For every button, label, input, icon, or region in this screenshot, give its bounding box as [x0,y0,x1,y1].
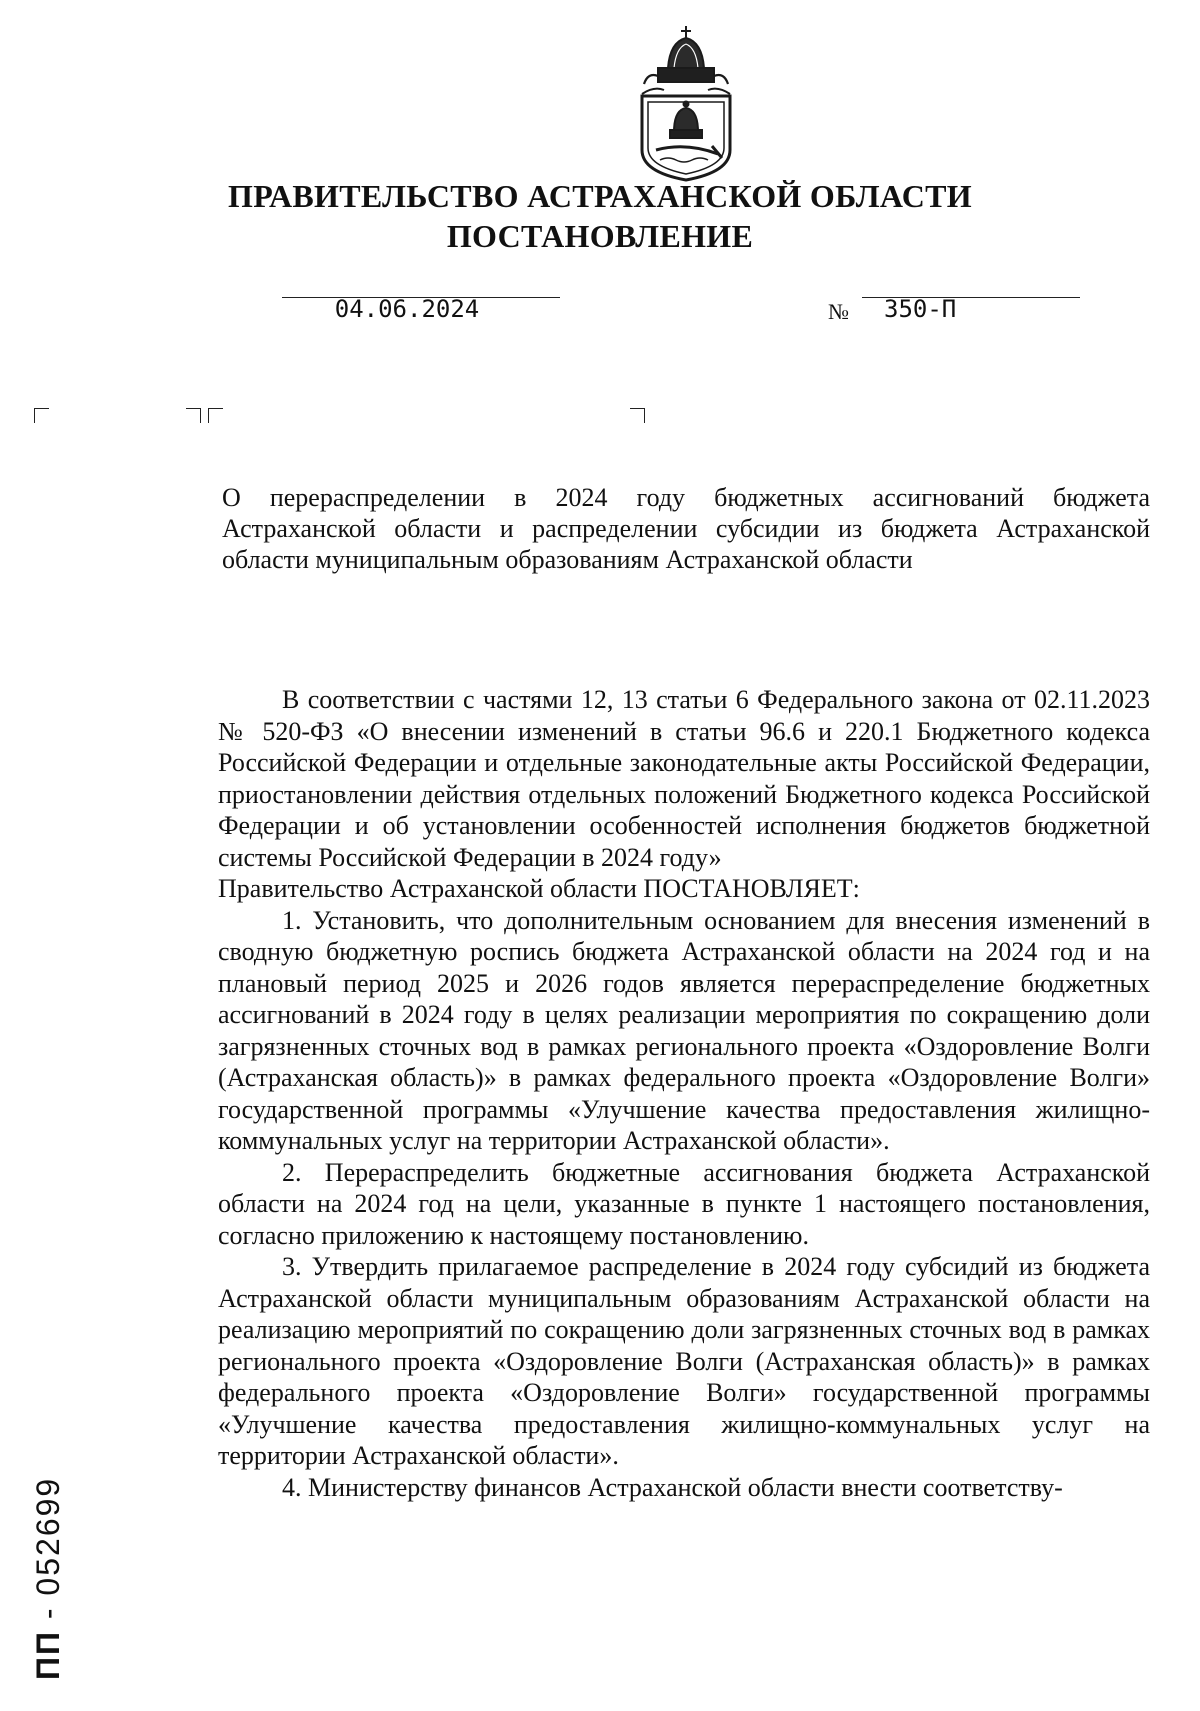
document-number: 350-П [884,295,957,323]
item-paragraph: 3. Утвердить прилагаемое распределение в 2024 году субсидий из бюджета Астраханской области муниципальным образованиям Астраханской области на реализацию мероприятий по сокращению доли загрязненных сточных вод в рамках регионального проекта «Оздоровление Волги (Астраханская область)» в рамках федерального проекта «Оздоровление Волги» государственной программы «Улучшение качества предоставления жилищно-коммунальных услуг на территории Астраханской области». [218,1252,1150,1470]
subject-corner-mark [630,408,645,423]
item-paragraph: 2. Перераспределить бюджетные ассигнования бюджета Астраханской области на 2024 год на цели, указанные в пункте 1 настоящего постановления, согласно приложению к настоящему постановлению. [218,1157,1150,1250]
side-code-number: 052699 [30,1476,66,1596]
side-code-separator: - [30,1595,66,1630]
item-paragraph: 1. Установить, что дополнительным основанием для внесения изменений в сводную бюджетную роспись бюджета Астраханской области на 2024 год и на плановый период 2025 и 2026 годов является перераспределение бюджетных ассигнований в 2024 году в целях реализации мероприятия по сокращению доли загрязненных сточных вод в рамках регионального проекта «Оздоровление Волги (Астраханская область)» в рамках федерального проекта «Оздоровление Волги» государственной программы «Улучшение качества предоставления жилищно-коммунальных услуг на территории Астраханской области». [218,905,1150,1155]
side-code-prefix: ПП [30,1630,66,1680]
subject-corner-mark [186,408,201,423]
document-date: 04.06.2024 [334,295,480,323]
date-underline [282,297,560,298]
preamble-paragraph: В соответствии с частями 12, 13 статьи 6 Федерального закона от 02.11.2023 № 520-ФЗ «О внесении изменений в статьи 96.6 и 220.1 Бюджетного кодекса Российской Федерации и отдельные законодательные акты Российской Федерации, приостановлении действия отдельных положений Бюджетного кодекса Российской Федерации и об установлении особенностей исполнения бюджетов бюджетной системы Российской Федерации в 2024 году» [218,685,1150,872]
document-body [218,684,1150,1503]
left-corner-mark [34,408,49,423]
item-paragraph: 4. Министерству финансов Астраханской области внести соответству- [282,1472,1063,1502]
coat-of-arms-emblem [634,24,738,182]
number-underline [862,297,1080,298]
document-type: ПОСТАНОВЛЕНИЕ [446,218,754,254]
side-registration-code [28,1477,68,1680]
document-subject: О перераспределении в 2024 году бюджетных ассигнований бюджета Астраханской области и распределении субсидии из бюджета Астраханской области муниципальным образованиям Астраханской области [222,483,1150,574]
number-mark: № [828,299,849,324]
subject-corner-mark [208,408,223,423]
decree-line: Правительство Астраханской области ПОСТАНОВЛЯЕТ: [218,874,860,903]
organization-title: ПРАВИТЕЛЬСТВО АСТРАХАНСКОЙ ОБЛАСТИ [228,178,972,214]
